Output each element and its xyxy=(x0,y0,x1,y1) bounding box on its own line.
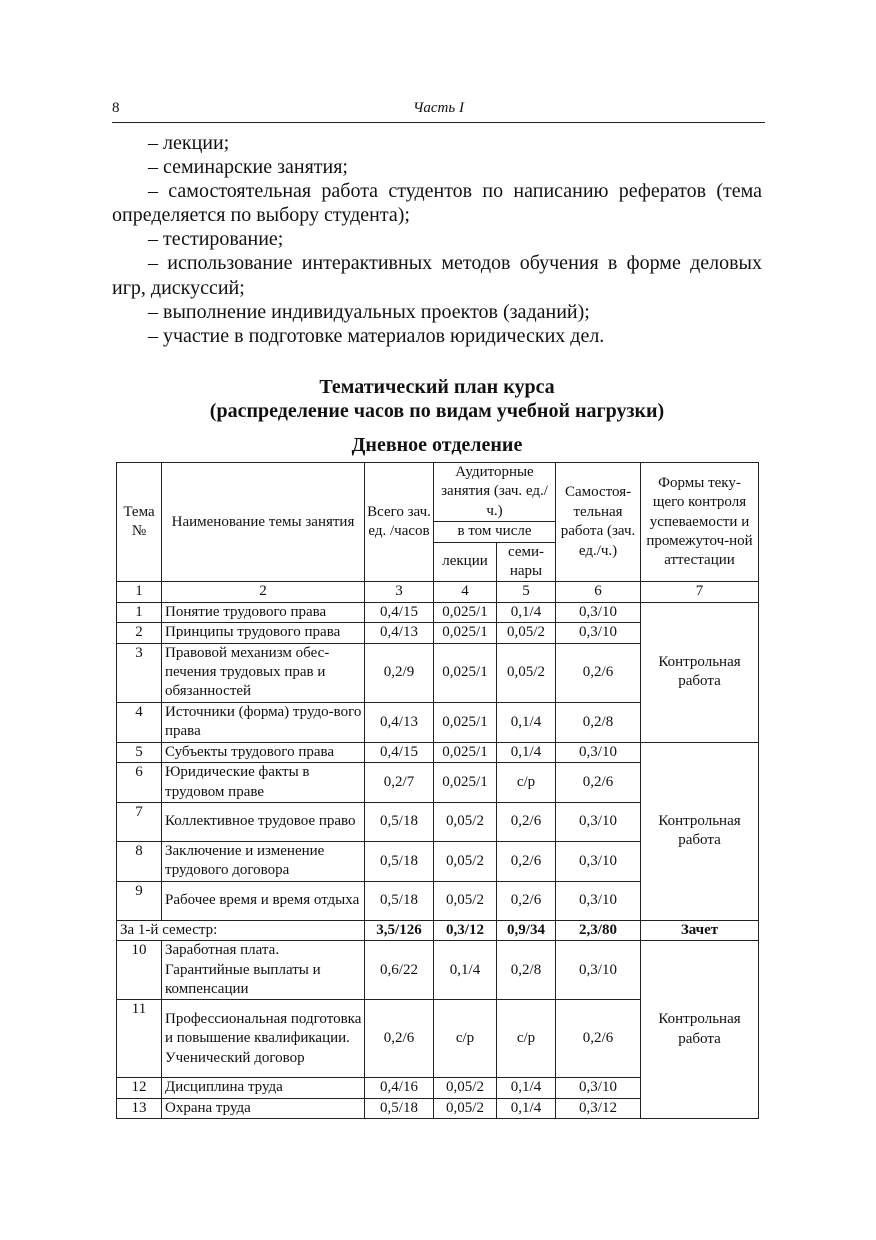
self-work-value: 0,3/10 xyxy=(556,742,641,762)
list-item: – участие в подготовке материалов юридических дел. xyxy=(148,324,605,347)
list-item: – лекции; xyxy=(148,132,230,154)
self-work-value: 0,3/10 xyxy=(556,623,641,643)
column-number: 1 xyxy=(117,582,162,602)
column-number: 7 xyxy=(641,582,759,602)
topic-name: Правовой механизм обес-печения трудовых прав и обязанностей xyxy=(162,643,365,702)
body-text xyxy=(112,131,762,348)
seminars-value: 0,1/4 xyxy=(497,1098,556,1118)
total-value: 0,5/18 xyxy=(365,841,434,881)
table-row xyxy=(117,941,759,1000)
lectures-value: 0,025/1 xyxy=(434,742,497,762)
topic-no: 10 xyxy=(117,941,162,1000)
topic-no: 9 xyxy=(117,881,162,920)
topic-name: Заключение и изменение трудового договора xyxy=(162,841,365,881)
total-value: 0,5/18 xyxy=(365,881,434,920)
lectures-value: 0,05/2 xyxy=(434,1078,497,1098)
self-work-value: 0,3/10 xyxy=(556,1078,641,1098)
lectures-value: 0,05/2 xyxy=(434,1098,497,1118)
topic-name: Дисциплина труда xyxy=(162,1078,365,1098)
header-auditorium: Аудиторные занятия (зач. ед./ч.) xyxy=(434,463,556,522)
total-value: 0,2/7 xyxy=(365,763,434,803)
self-work-value: 0,3/10 xyxy=(556,841,641,881)
topic-no: 3 xyxy=(117,643,162,702)
page-number: 8 xyxy=(112,100,120,116)
topic-name: Заработная плата. Гарантийные выплаты и компенсации xyxy=(162,941,365,1000)
header-topic-no: Тема № xyxy=(117,463,162,582)
self-work-value: 0,3/10 xyxy=(556,941,641,1000)
header-self-work: Самостоя-тельная работа (зач. ед./ч.) xyxy=(556,463,641,582)
lectures-value: 0,05/2 xyxy=(434,841,497,881)
topic-no: 6 xyxy=(117,763,162,803)
control-form: Контрольная работа xyxy=(641,742,759,920)
column-number: 3 xyxy=(365,582,434,602)
topic-name: Источники (форма) трудо-вого права xyxy=(162,702,365,742)
seminars-value: 0,1/4 xyxy=(497,702,556,742)
total-value: 0,4/13 xyxy=(365,623,434,643)
topic-name: Субъекты трудового права xyxy=(162,742,365,762)
semester-total-seminars: 0,9/34 xyxy=(497,920,556,940)
seminars-value: 0,1/4 xyxy=(497,602,556,622)
header-seminars: семи-нары xyxy=(497,542,556,582)
topic-no: 1 xyxy=(117,602,162,622)
seminars-value: 0,1/4 xyxy=(497,1078,556,1098)
topic-name: Юридические факты в трудовом праве xyxy=(162,763,365,803)
topic-name: Принципы трудового права xyxy=(162,623,365,643)
self-work-value: 0,3/10 xyxy=(556,802,641,841)
seminars-value: 0,2/6 xyxy=(497,841,556,881)
seminars-value: с/р xyxy=(497,1000,556,1078)
part-title: Часть I xyxy=(413,100,464,116)
self-work-value: 0,3/10 xyxy=(556,602,641,622)
table-title-line1: Тематический план курса xyxy=(319,376,555,398)
header-lectures: лекции xyxy=(434,542,497,582)
lectures-value: 0,025/1 xyxy=(434,602,497,622)
running-header xyxy=(112,100,765,123)
self-work-value: 0,2/6 xyxy=(556,1000,641,1078)
lectures-value: 0,025/1 xyxy=(434,643,497,702)
list-item: – выполнение индивидуальных проектов (заданий); xyxy=(148,300,590,323)
topic-no: 12 xyxy=(117,1078,162,1098)
lectures-value: 0,1/4 xyxy=(434,941,497,1000)
total-value: 0,2/6 xyxy=(365,1000,434,1078)
list-item: – тестирование; xyxy=(148,228,284,251)
thematic-plan-table xyxy=(116,462,759,1119)
lectures-value: 0,05/2 xyxy=(434,802,497,841)
control-form: Контрольная работа xyxy=(641,941,759,1119)
topic-no: 5 xyxy=(117,742,162,762)
seminars-value: 0,2/8 xyxy=(497,941,556,1000)
topic-no: 11 xyxy=(117,1000,162,1078)
table-title xyxy=(112,375,762,423)
total-value: 0,4/13 xyxy=(365,702,434,742)
semester-total-row xyxy=(117,920,759,940)
topic-no: 7 xyxy=(117,802,162,841)
seminars-value: 0,1/4 xyxy=(497,742,556,762)
topic-name: Охрана труда xyxy=(162,1098,365,1118)
total-value: 0,5/18 xyxy=(365,1098,434,1118)
column-number: 5 xyxy=(497,582,556,602)
header-including: в том числе xyxy=(434,522,556,542)
lectures-value: 0,05/2 xyxy=(434,881,497,920)
self-work-value: 0,2/8 xyxy=(556,702,641,742)
topic-name: Профессиональная подготовка и повышение квалификации. Ученический договор xyxy=(162,1000,365,1078)
topic-name: Рабочее время и время отдыха xyxy=(162,881,365,920)
topic-no: 13 xyxy=(117,1098,162,1118)
self-work-value: 0,3/10 xyxy=(556,881,641,920)
column-number: 2 xyxy=(162,582,365,602)
department-title: Дневное отделение xyxy=(351,434,523,456)
total-value: 0,5/18 xyxy=(365,802,434,841)
topic-no: 4 xyxy=(117,702,162,742)
column-number: 4 xyxy=(434,582,497,602)
header-control-forms: Формы теку-щего контроля успеваемости и промежуточ-ной аттестации xyxy=(641,463,759,582)
self-work-value: 0,2/6 xyxy=(556,643,641,702)
lectures-value: 0,025/1 xyxy=(434,763,497,803)
total-value: 0,4/15 xyxy=(365,602,434,622)
total-value: 0,4/15 xyxy=(365,742,434,762)
list-item: – семинарские занятия; xyxy=(148,156,348,179)
seminars-value: с/р xyxy=(497,763,556,803)
lectures-value: 0,025/1 xyxy=(434,623,497,643)
semester-total-lectures: 0,3/12 xyxy=(434,920,497,940)
seminars-value: 0,2/6 xyxy=(497,802,556,841)
column-number: 6 xyxy=(556,582,641,602)
seminars-value: 0,05/2 xyxy=(497,643,556,702)
header-total: Всего зач. ед. /часов xyxy=(365,463,434,582)
header-topic-name: Наименование темы занятия xyxy=(162,463,365,582)
column-numbers-row xyxy=(117,582,759,602)
table-title-line2: (распределение часов по видам учебной нагрузки) xyxy=(209,400,665,422)
list-item: – самостоятельная работа студентов по написанию рефератов (тема определяется по выбору студента); xyxy=(112,180,762,227)
total-value: 0,2/9 xyxy=(365,643,434,702)
seminars-value: 0,2/6 xyxy=(497,881,556,920)
seminars-value: 0,05/2 xyxy=(497,623,556,643)
self-work-value: 0,3/12 xyxy=(556,1098,641,1118)
topic-name: Понятие трудового права xyxy=(162,602,365,622)
control-form: Контрольная работа xyxy=(641,602,759,742)
table-row xyxy=(117,602,759,622)
semester-total-form: Зачет xyxy=(641,920,759,940)
self-work-value: 0,2/6 xyxy=(556,763,641,803)
topic-no: 8 xyxy=(117,841,162,881)
list-item: – использование интерактивных методов обучения в форме деловых игр, дискуссий; xyxy=(112,252,762,299)
semester-total-total: 3,5/126 xyxy=(365,920,434,940)
lectures-value: 0,025/1 xyxy=(434,702,497,742)
lectures-value: с/р xyxy=(434,1000,497,1078)
topic-no: 2 xyxy=(117,623,162,643)
topic-name: Коллективное трудовое право xyxy=(162,802,365,841)
total-value: 0,6/22 xyxy=(365,941,434,1000)
total-value: 0,4/16 xyxy=(365,1078,434,1098)
table-row xyxy=(117,742,759,762)
semester-total-self: 2,3/80 xyxy=(556,920,641,940)
semester-total-label: За 1-й семестр: xyxy=(117,920,365,940)
